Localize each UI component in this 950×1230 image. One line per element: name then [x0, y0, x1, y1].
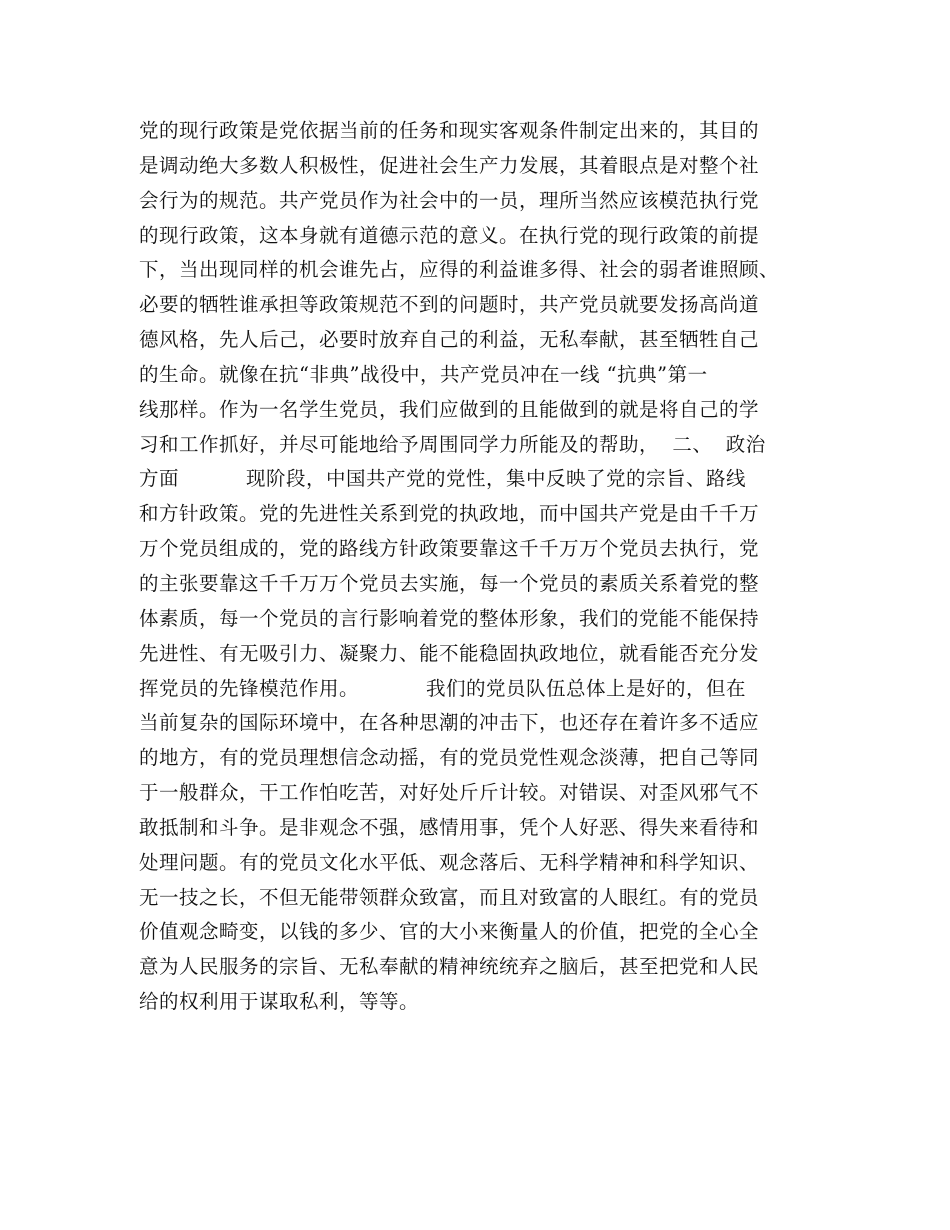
text-line: 给的权利用于谋取私利，等等。: [139, 990, 420, 1014]
text-line: 挥党员的先锋模范作用。 我们的党员队伍总体上是好的，但在: [139, 676, 746, 700]
text-line: 于一般群众，干工作怕吃苦，对好处斤斤计较。对错误、对歪风邪气不: [139, 781, 760, 805]
body-text: [139, 114, 829, 1020]
text-line: 先进性、有无吸引力、凝聚力、能不能稳固执政地位，就看能否充分发: [139, 641, 760, 665]
text-line: 处理问题。有的党员文化水平低、观念落后、无科学精神和科学知识、: [139, 850, 760, 874]
text-line: 价值观念畸变，以钱的多少、官的大小来衡量人的价值，把党的全心全: [139, 920, 760, 944]
text-line: 的生命。就像在抗“非典”战役中，共产党员冲在一线 “抗典”第一: [139, 362, 708, 386]
text-line: 当前复杂的国际环境中，在各种思潮的冲击下，也还存在着许多不适应: [139, 711, 760, 735]
text-line: 习和工作抓好，并尽可能地给予周围同学力所能及的帮助， 二、 政治: [139, 432, 766, 456]
text-line: 方面 现阶段，中国共产党的党性，集中反映了党的宗旨、路线: [139, 467, 746, 491]
text-line: 是调动绝大多数人积极性，促进社会生产力发展，其着眼点是对整个社: [139, 153, 760, 177]
text-line: 和方针政策。党的先进性关系到党的执政地，而中国共产党是由千千万: [139, 502, 760, 526]
text-line: 的主张要靠这千千万万个党员去实施，每一个党员的素质关系着党的整: [139, 571, 760, 595]
text-line: 会行为的规范。共产党员作为社会中的一员，理所当然应该模范执行党: [139, 188, 760, 212]
text-line: 线那样。作为一名学生党员，我们应做到的且能做到的就是将自己的学: [139, 397, 760, 421]
text-line: 体素质，每一个党员的言行影响着党的整体形象，我们的党能不能保持: [139, 606, 760, 630]
text-line: 的地方，有的党员理想信念动摇，有的党员党性观念淡薄，把自己等同: [139, 746, 760, 770]
text-line: 无一技之长，不但无能带领群众致富，而且对致富的人眼红。有的党员: [139, 885, 760, 909]
text-line: 下，当出现同样的机会谁先占，应得的利益谁多得、社会的弱者谁照顾、: [139, 258, 780, 282]
text-line: 党的现行政策是党依据当前的任务和现实客观条件制定出来的，其目的: [139, 119, 760, 142]
text-line: 敢抵制和斗争。是非观念不强，感情用事，凭个人好恶、得失来看待和: [139, 815, 760, 839]
text-line: 的现行政策，这本身就有道德示范的意义。在执行党的现行政策的前提: [139, 223, 760, 247]
text-line: 万个党员组成的，党的路线方针政策要靠这千千万万个党员去执行，党: [139, 537, 760, 561]
text-line: 意为人民服务的宗旨、无私奉献的精神统统弃之脑后，甚至把党和人民: [139, 955, 760, 979]
text-line: 德风格，先人后己，必要时放弃自己的利益，无私奉献，甚至牺牲自己: [139, 328, 760, 352]
text-line: 必要的牺牲谁承担等政策规范不到的问题时，共产党员就要发扬高尚道: [139, 293, 760, 317]
